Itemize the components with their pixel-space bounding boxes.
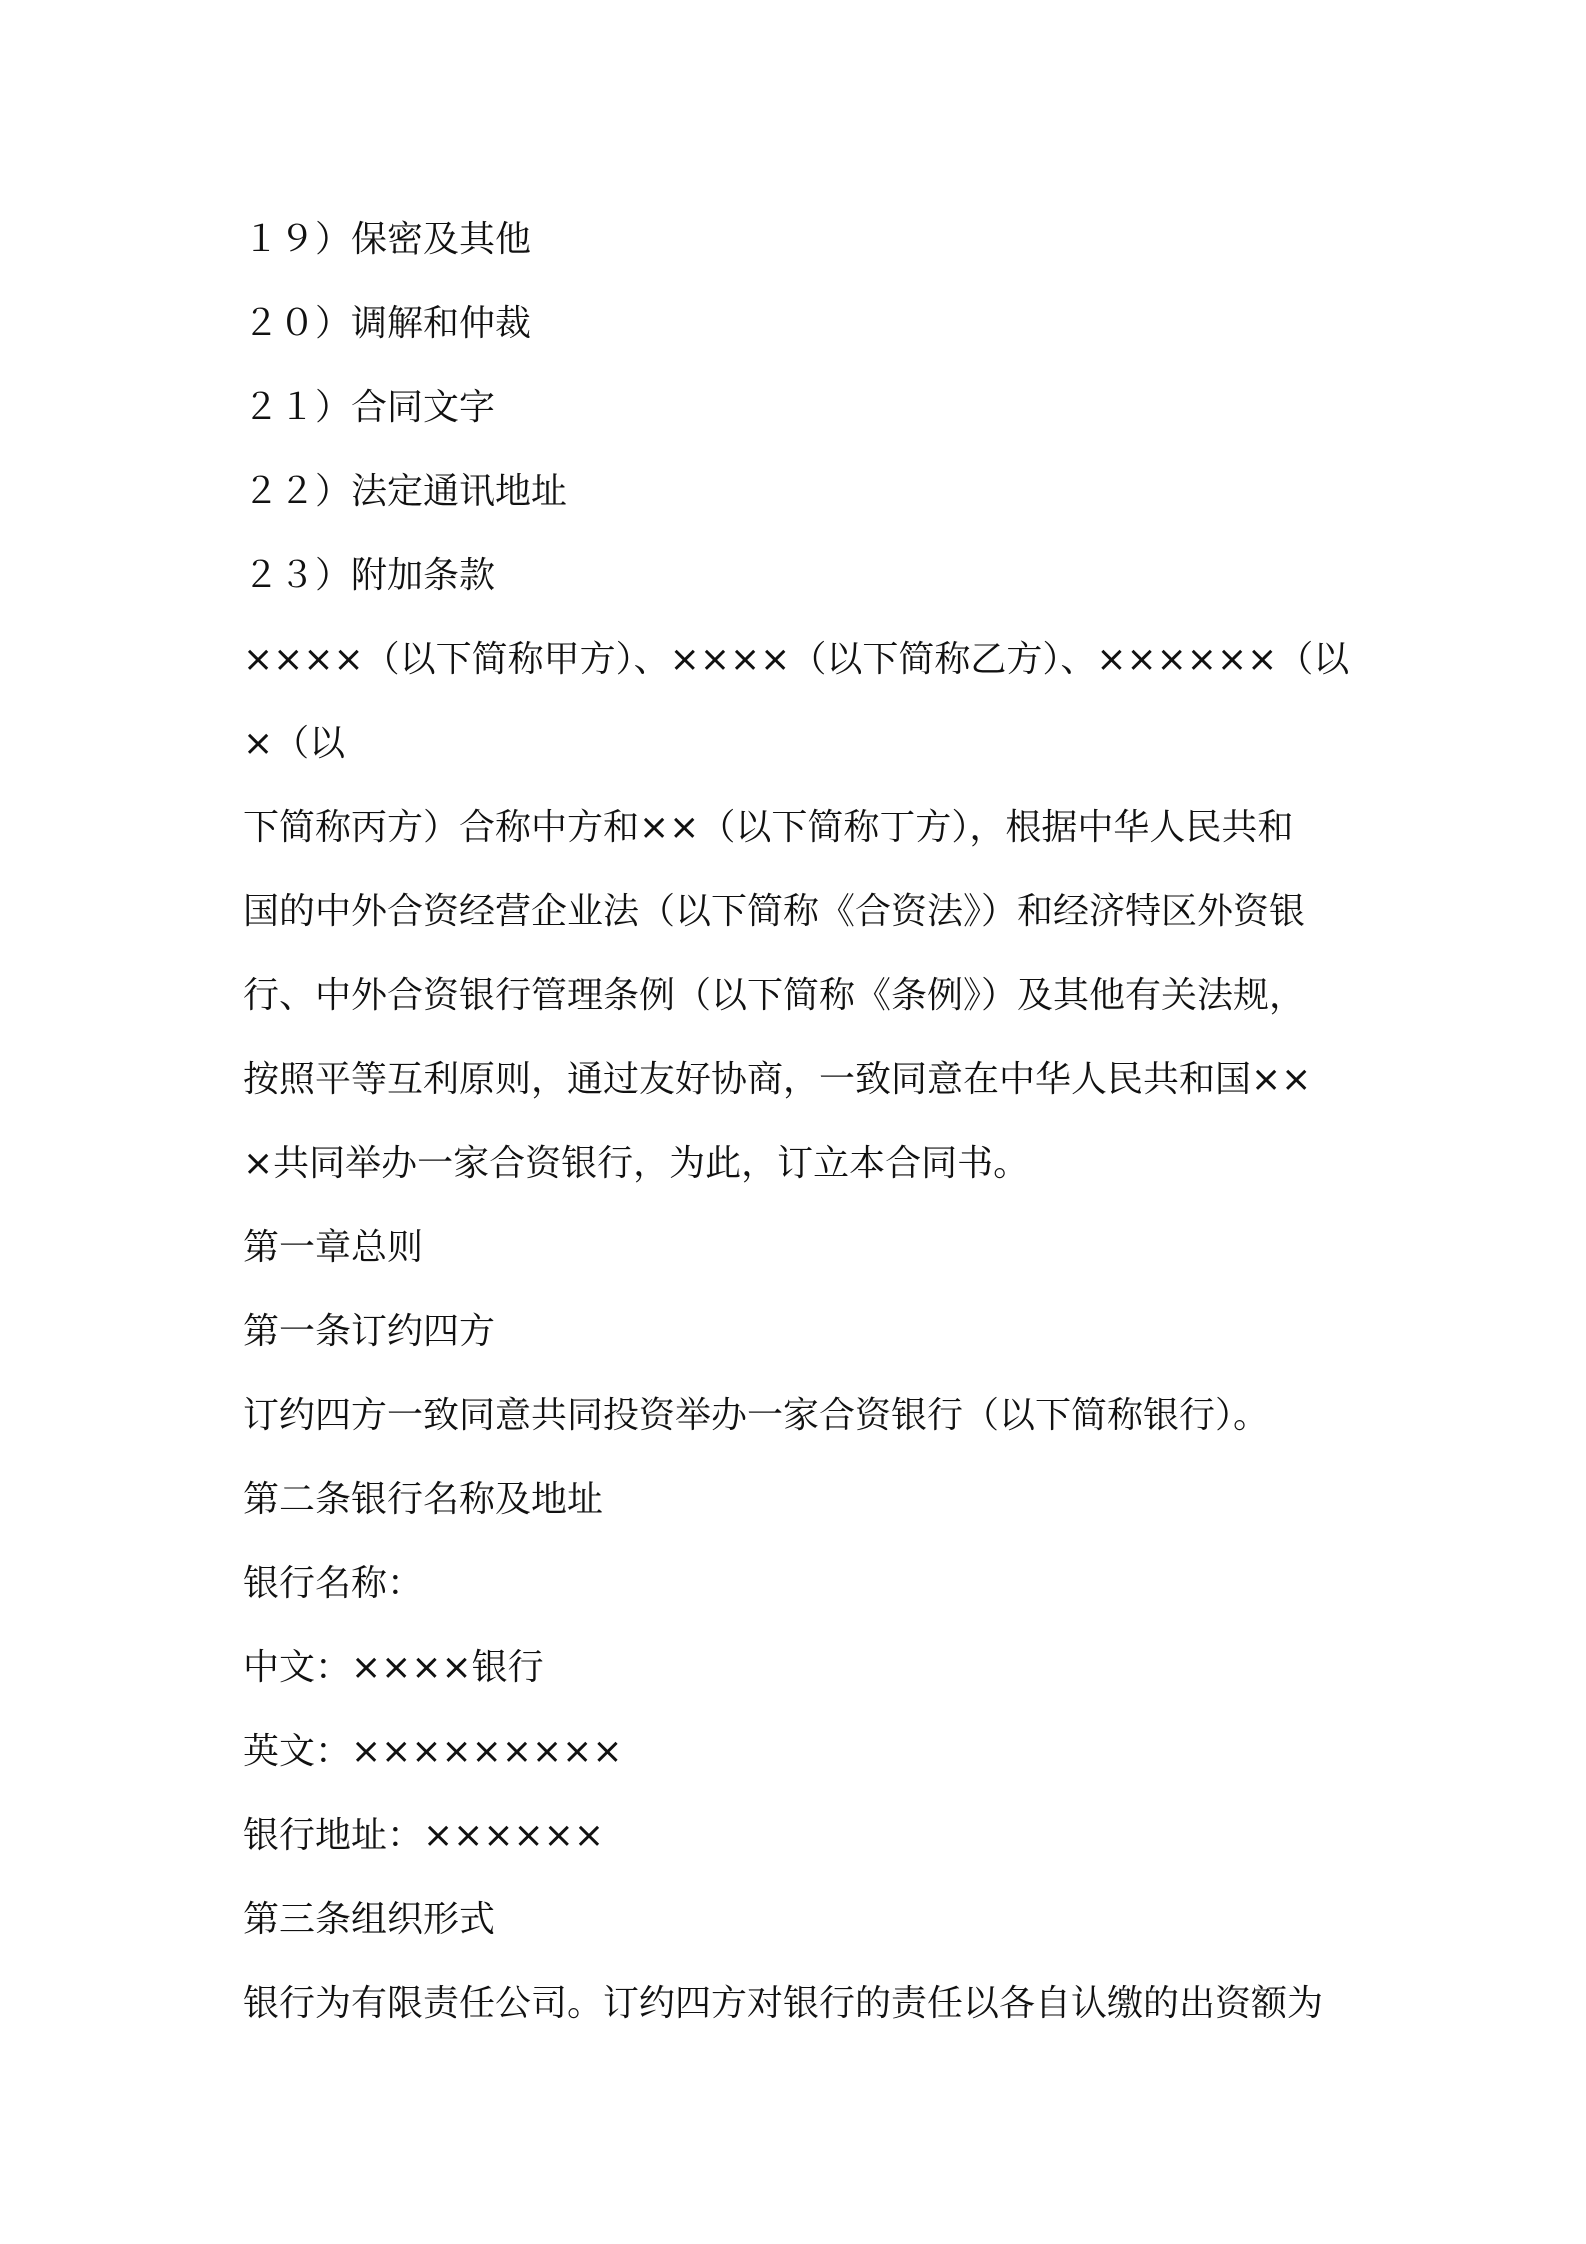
- article-heading: 第三条组织形式: [243, 1899, 496, 1940]
- chapter-heading: 第一章总则: [243, 1227, 424, 1268]
- bank-name-label: 银行名称：: [243, 1563, 424, 1604]
- preamble-line: 按照平等互利原则，通过友好协商，一致同意在中华人民共和国××: [243, 1059, 1312, 1100]
- preamble-line: 行、中外合资银行管理条例（以下简称《条例》）及其他有关法规，: [243, 975, 1306, 1016]
- preamble-line: 国的中外合资经营企业法（以下简称《合资法》）和经济特区外资银: [243, 891, 1306, 932]
- toc-item-20: ２０）调解和仲裁: [243, 303, 532, 344]
- bank-address: 银行地址：××××××: [243, 1815, 604, 1856]
- article-paragraph: 银行为有限责任公司。订约四方对银行的责任以各自认缴的出资额为: [243, 1983, 1324, 2024]
- toc-item-21: ２１）合同文字: [243, 387, 496, 428]
- preamble-line: ××××（以下简称甲方）、××××（以下简称乙方）、××××××（以: [243, 639, 1350, 680]
- document-body: [243, 198, 1363, 2046]
- preamble-line: 下简称丙方）合称中方和××（以下简称丁方），根据中华人民共和: [243, 807, 1294, 848]
- bank-name-english: 英文：×××××××××: [243, 1731, 623, 1772]
- bank-name-chinese: 中文：××××银行: [243, 1647, 544, 1688]
- article-heading: 第一条订约四方: [243, 1311, 496, 1352]
- article-paragraph: 订约四方一致同意共同投资举办一家合资银行（以下简称银行）。: [243, 1395, 1270, 1436]
- preamble-line: ×共同举办一家合资银行，为此，订立本合同书。: [243, 1143, 1030, 1184]
- toc-item-19: １９）保密及其他: [243, 219, 532, 260]
- article-heading: 第二条银行名称及地址: [243, 1479, 604, 1520]
- toc-item-22: ２２）法定通讯地址: [243, 471, 568, 512]
- preamble-line: ×（以: [243, 723, 346, 764]
- toc-item-23: ２３）附加条款: [243, 555, 496, 596]
